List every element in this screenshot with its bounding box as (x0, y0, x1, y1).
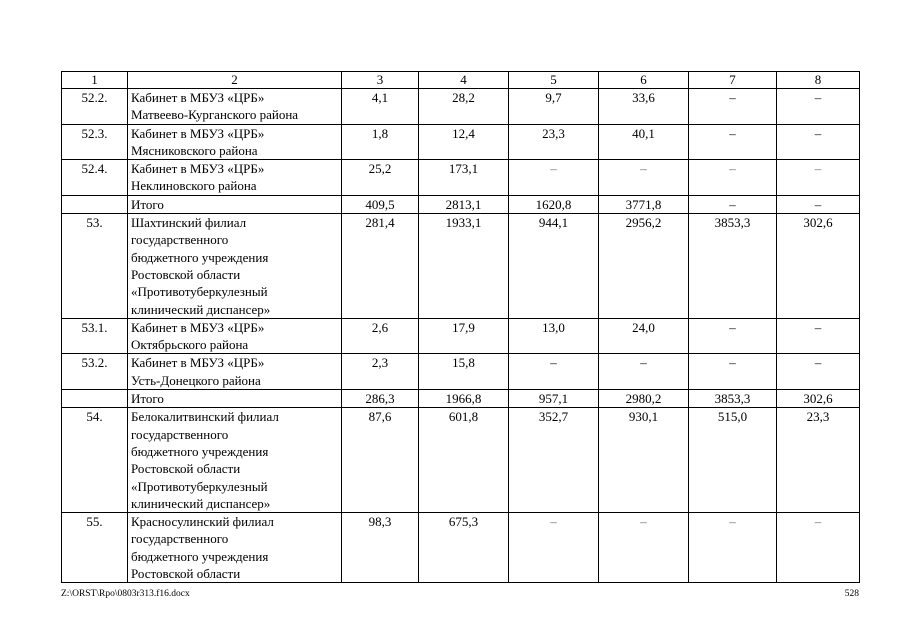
table-cell-col-8: – (777, 160, 860, 196)
table-cell-col-5: 23,3 (509, 124, 599, 160)
data-table (61, 71, 860, 583)
table-cell-col-3: 87,6 (342, 408, 419, 513)
table-cell-col-3: 1,8 (342, 124, 419, 160)
table-cell-col-7: – (689, 124, 777, 160)
table-cell-col-2: Кабинет в МБУЗ «ЦРБ» Октябрьского района (128, 318, 342, 354)
table-cell-col-6: 24,0 (599, 318, 689, 354)
table-cell-col-7: – (689, 195, 777, 213)
table-cell-col-8: – (777, 513, 860, 583)
header-cell-6: 6 (599, 72, 689, 89)
header-cell-8: 8 (777, 72, 860, 89)
table-body (62, 72, 860, 583)
table-cell-col-2: Кабинет в МБУЗ «ЦРБ» Мясниковского района (128, 124, 342, 160)
table-cell-col-3: 281,4 (342, 214, 419, 319)
table-cell-col-2: Красносулинский филиал государственного бюджетного учреждения Ростовской области (128, 513, 342, 583)
table-cell-col-1: 52.3. (62, 124, 128, 160)
table-cell-col-5: 957,1 (509, 390, 599, 408)
table-cell-col-7: – (689, 513, 777, 583)
table-row (62, 124, 860, 160)
table-cell-col-6: 33,6 (599, 89, 689, 125)
header-cell-5: 5 (509, 72, 599, 89)
table-cell-col-8: – (777, 89, 860, 125)
table-cell-col-6: 2980,2 (599, 390, 689, 408)
table-cell-col-1: 53.2. (62, 354, 128, 390)
table-cell-col-7: – (689, 89, 777, 125)
header-row (62, 72, 860, 89)
table-cell-col-8: 302,6 (777, 214, 860, 319)
table-row (62, 89, 860, 125)
table-cell-col-5: – (509, 160, 599, 196)
table-cell-col-2: Итого (128, 195, 342, 213)
header-cell-1: 1 (62, 72, 128, 89)
table-cell-col-3: 286,3 (342, 390, 419, 408)
table-cell-col-6: 40,1 (599, 124, 689, 160)
table-cell-col-4: 12,4 (419, 124, 509, 160)
table-cell-col-7: – (689, 160, 777, 196)
table-cell-col-3: 2,3 (342, 354, 419, 390)
table-cell-col-4: 675,3 (419, 513, 509, 583)
table-cell-col-1: 53.1. (62, 318, 128, 354)
table-row (62, 195, 860, 213)
table-cell-col-1: 52.2. (62, 89, 128, 125)
table-cell-col-5: 1620,8 (509, 195, 599, 213)
table-cell-col-7: 515,0 (689, 408, 777, 513)
table-cell-col-2: Белокалитвинский филиал государственного бюджетного учреждения Ростовской области «Противотуберкулезный клинический диспансер» (128, 408, 342, 513)
table-cell-col-4: 28,2 (419, 89, 509, 125)
table-cell-col-2: Кабинет в МБУЗ «ЦРБ» Усть-Донецкого района (128, 354, 342, 390)
table-cell-col-7: 3853,3 (689, 214, 777, 319)
table-cell-col-5: – (509, 354, 599, 390)
table-row (62, 214, 860, 319)
table-cell-col-1: 54. (62, 408, 128, 513)
table-cell-col-8: – (777, 195, 860, 213)
table-cell-col-5: 352,7 (509, 408, 599, 513)
table-cell-col-3: 409,5 (342, 195, 419, 213)
table-cell-col-8: 302,6 (777, 390, 860, 408)
table-cell-col-2: Итого (128, 390, 342, 408)
table-cell-col-4: 17,9 (419, 318, 509, 354)
table-row (62, 390, 860, 408)
table-cell-col-2: Шахтинский филиал государственного бюджетного учреждения Ростовской области «Противотуберкулезный клинический диспансер» (128, 214, 342, 319)
table-cell-col-1: 53. (62, 214, 128, 319)
footer-file-path: Z:\ORST\Rpo\0803r313.f16.docx (61, 589, 190, 599)
header-cell-2: 2 (128, 72, 342, 89)
table-cell-col-5: 9,7 (509, 89, 599, 125)
table-cell-col-6: 2956,2 (599, 214, 689, 319)
table-cell-col-3: 4,1 (342, 89, 419, 125)
table-cell-col-7: – (689, 354, 777, 390)
header-cell-4: 4 (419, 72, 509, 89)
table-cell-col-1 (62, 195, 128, 213)
table-cell-col-4: 1966,8 (419, 390, 509, 408)
table-cell-col-5: – (509, 513, 599, 583)
table-cell-col-4: 2813,1 (419, 195, 509, 213)
table-cell-col-6: – (599, 160, 689, 196)
table-cell-col-7: 3853,3 (689, 390, 777, 408)
table-row (62, 408, 860, 513)
table-cell-col-2: Кабинет в МБУЗ «ЦРБ» Неклиновского района (128, 160, 342, 196)
table-row (62, 354, 860, 390)
table-cell-col-3: 98,3 (342, 513, 419, 583)
table-cell-col-1 (62, 390, 128, 408)
table-cell-col-3: 25,2 (342, 160, 419, 196)
table-cell-col-6: – (599, 354, 689, 390)
header-cell-7: 7 (689, 72, 777, 89)
table-cell-col-4: 173,1 (419, 160, 509, 196)
table-cell-col-8: – (777, 354, 860, 390)
table-row (62, 318, 860, 354)
table-cell-col-2: Кабинет в МБУЗ «ЦРБ» Матвеево-Курганского района (128, 89, 342, 125)
table-cell-col-4: 1933,1 (419, 214, 509, 319)
table-cell-col-3: 2,6 (342, 318, 419, 354)
table-cell-col-8: – (777, 124, 860, 160)
table-cell-col-4: 15,8 (419, 354, 509, 390)
table-cell-col-1: 55. (62, 513, 128, 583)
table-cell-col-8: – (777, 318, 860, 354)
table-cell-col-6: 930,1 (599, 408, 689, 513)
table-cell-col-5: 13,0 (509, 318, 599, 354)
table-cell-col-5: 944,1 (509, 214, 599, 319)
table-cell-col-7: – (689, 318, 777, 354)
header-cell-3: 3 (342, 72, 419, 89)
table-cell-col-4: 601,8 (419, 408, 509, 513)
table-row (62, 513, 860, 583)
table-cell-col-1: 52.4. (62, 160, 128, 196)
table-row (62, 160, 860, 196)
table-cell-col-6: 3771,8 (599, 195, 689, 213)
footer-page-number: 528 (844, 589, 859, 599)
table-cell-col-8: 23,3 (777, 408, 860, 513)
table-cell-col-6: – (599, 513, 689, 583)
